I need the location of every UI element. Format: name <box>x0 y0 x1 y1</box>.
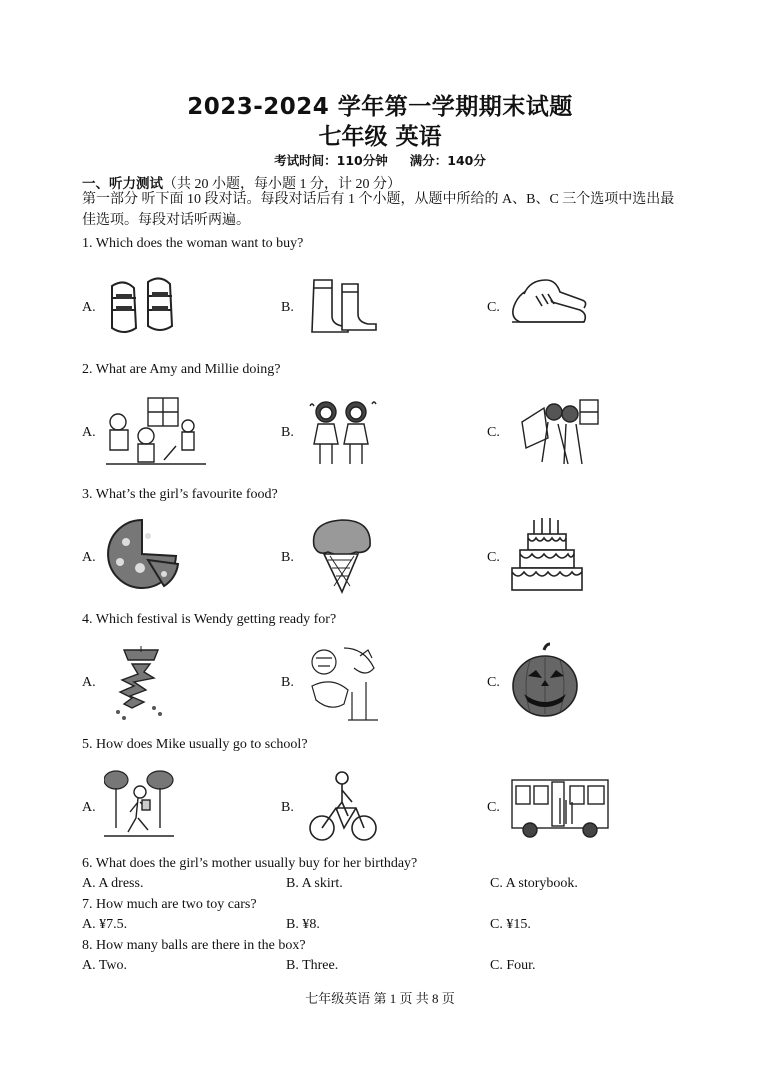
question-3: 3. What’s the girl’s favourite food? <box>82 487 278 502</box>
time-label: 考试时间：110分钟 <box>274 153 388 168</box>
sneakers-icon <box>508 276 590 338</box>
cake-icon <box>508 516 588 596</box>
question-5: 5. How does Mike usually go to school? <box>82 737 308 752</box>
option-3b: B. <box>281 550 294 565</box>
option-6c: C. A storybook. <box>490 876 578 891</box>
option-6a: A. A dress. <box>82 876 144 891</box>
option-5a: A. <box>82 800 96 815</box>
question-4: 4. Which festival is Wendy getting ready for? <box>82 612 337 627</box>
boots-icon <box>304 276 382 338</box>
option-5c: C. <box>487 800 500 815</box>
walking-icon <box>104 770 174 844</box>
option-7a: A. ¥7.5. <box>82 917 128 932</box>
question-1: 1. Which does the woman want to buy? <box>82 236 304 251</box>
section-intro: 第一部分 听下面 10 段对话。每段对话后有 1 个小题，从题中所给的 A、B、C 三个选项中选出最佳选项。每段对话听两遍。 <box>82 192 675 228</box>
option-4a: A. <box>82 675 96 690</box>
exam-title: 2023-2024 学年第一学期期末试题 <box>187 94 573 120</box>
question-2: 2. What are Amy and Millie doing? <box>82 362 281 377</box>
sandals-icon <box>104 276 184 338</box>
option-1c: C. <box>487 300 500 315</box>
pumpkin-icon <box>510 642 580 722</box>
exam-info <box>0 151 760 169</box>
question-8: 8. How many balls are there in the box? <box>82 938 306 953</box>
question-6: 6. What does the girl’s mother usually buy for her birthday? <box>82 856 418 871</box>
option-4c: C. <box>487 675 500 690</box>
christmas-icon <box>304 642 382 722</box>
option-5b: B. <box>281 800 294 815</box>
option-3a: A. <box>82 550 96 565</box>
option-8a: A. Two. <box>82 958 128 973</box>
section-title: 一、听力测试 <box>82 176 163 192</box>
option-7b: B. ¥8. <box>286 917 320 932</box>
option-2a: A. <box>82 425 96 440</box>
option-8b: B. Three. <box>286 958 339 973</box>
section-note: （共 20 小题，每小题 1 分，计 20 分） <box>163 177 401 192</box>
option-2c: C. <box>487 425 500 440</box>
option-1a: A. <box>82 300 96 315</box>
option-6b: B. A skirt. <box>286 876 343 891</box>
exam-subtitle: 七年级 英语 <box>318 124 442 150</box>
option-4b: B. <box>281 675 294 690</box>
cleaning-icon <box>104 396 206 468</box>
option-8c: C. Four. <box>490 958 536 973</box>
question-7: 7. How much are two toy cars? <box>82 897 257 912</box>
singing-icon <box>306 396 380 468</box>
bicycle-icon <box>308 770 378 846</box>
spring-festival-icon <box>110 642 172 722</box>
score-label: 满分：140分 <box>409 153 486 168</box>
bus-icon <box>510 776 610 838</box>
pizza-icon <box>104 516 180 592</box>
option-7c: C. ¥15. <box>490 917 531 932</box>
page-footer: 七年级英语 第 1 页 共 8 页 <box>305 991 455 1006</box>
option-1b: B. <box>281 300 294 315</box>
ice-cream-icon <box>306 516 378 594</box>
reading-icon <box>512 396 602 468</box>
option-2b: B. <box>281 425 294 440</box>
option-3c: C. <box>487 550 500 565</box>
